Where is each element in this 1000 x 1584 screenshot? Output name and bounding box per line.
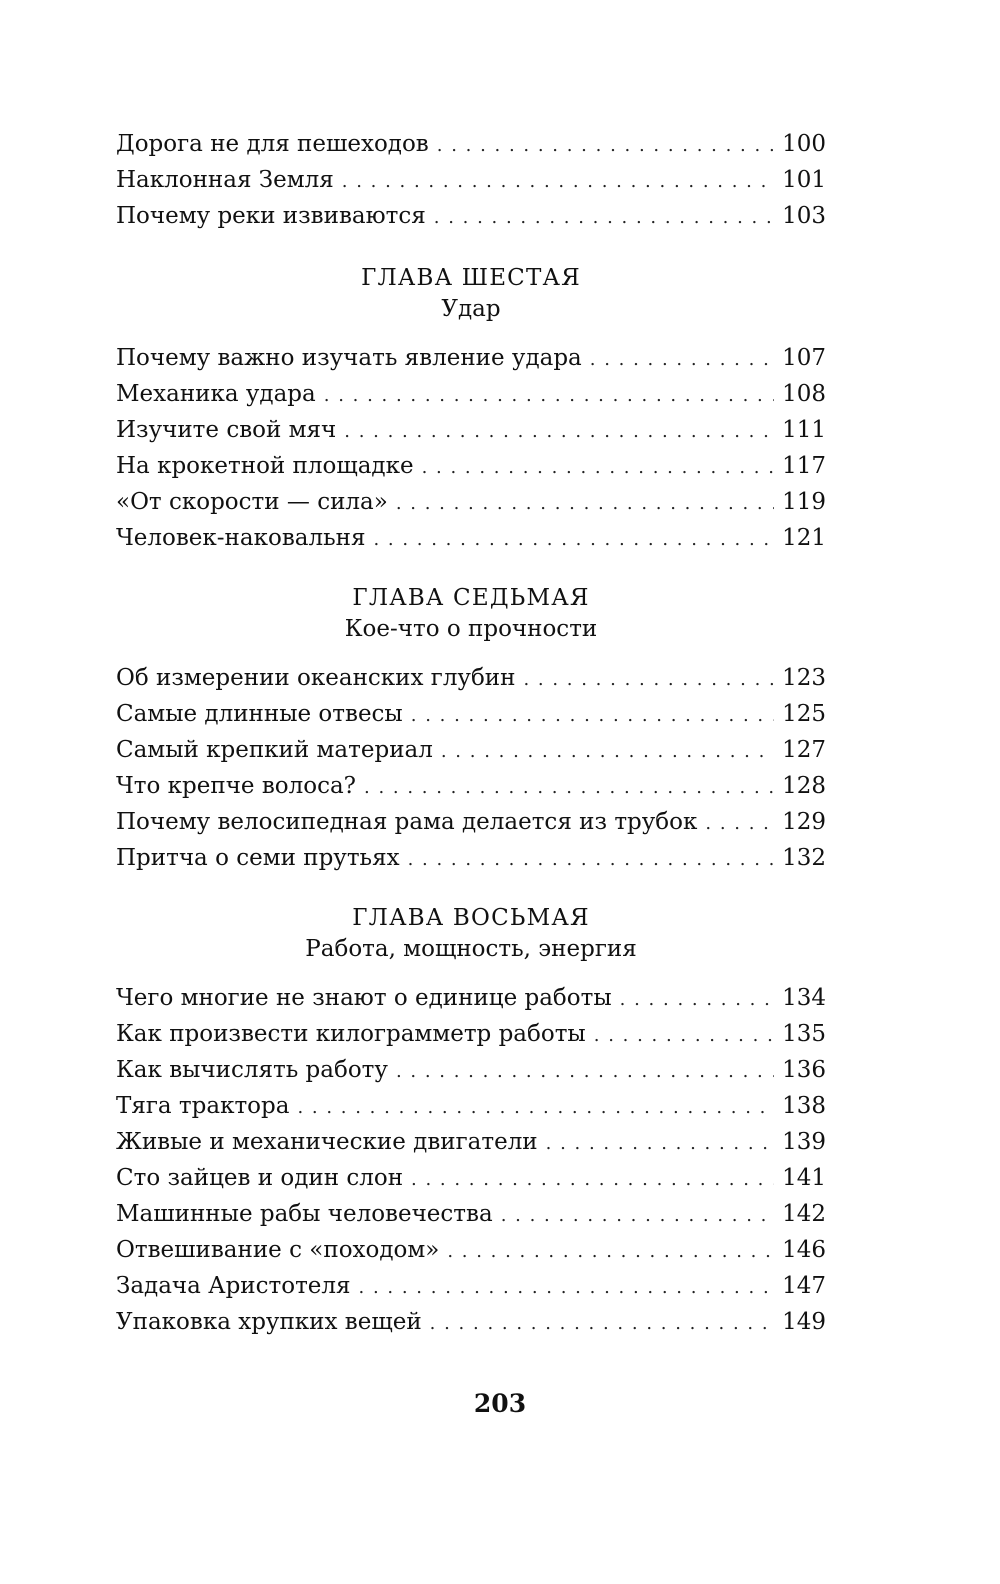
toc-entry-page: 101 xyxy=(782,167,826,193)
toc-entry xyxy=(116,1016,826,1052)
toc-entry-page: 125 xyxy=(782,701,826,727)
toc-entry-title: Чего многие не знают о единице работы xyxy=(116,985,612,1011)
toc-section-continued xyxy=(116,126,826,234)
dot-leader xyxy=(396,486,774,522)
chapter-subtitle: Удар xyxy=(441,296,501,322)
dot-leader xyxy=(590,342,774,378)
toc-entry xyxy=(116,696,826,732)
toc-entry-page: 138 xyxy=(782,1093,826,1119)
toc-entry-title: Живые и механические двигатели xyxy=(116,1129,538,1155)
toc-entry-title: Упаковка хрупких вещей xyxy=(116,1309,422,1335)
toc-entry-page: 119 xyxy=(782,489,826,515)
toc-entry-page: 103 xyxy=(782,203,826,229)
chapter-heading xyxy=(116,903,826,965)
toc-entry-title: Механика удара xyxy=(116,381,316,407)
toc-entry xyxy=(116,1052,826,1088)
toc-entry-page: 136 xyxy=(782,1057,826,1083)
toc-entry-title: Что крепче волоса? xyxy=(116,773,357,799)
dot-leader xyxy=(441,734,774,770)
toc-entry-page: 132 xyxy=(782,845,826,871)
toc-entry-page: 139 xyxy=(782,1129,826,1155)
toc-entry-title: Почему велосипедная рама делается из трубок xyxy=(116,809,698,835)
toc-entry-page: 111 xyxy=(782,417,826,443)
toc-entry-title: Об измерении океанских глубин xyxy=(116,665,516,691)
toc-entry-page: 127 xyxy=(782,737,826,763)
toc-entry-title: Изучите свой мяч xyxy=(116,417,337,443)
toc-entry-page: 108 xyxy=(782,381,826,407)
toc-entry-page: 117 xyxy=(782,453,826,479)
toc-chapter xyxy=(116,903,826,1340)
dot-leader xyxy=(594,1018,774,1054)
toc-entry-page: 121 xyxy=(782,525,826,551)
toc-entry xyxy=(116,376,826,412)
toc-entry xyxy=(116,520,826,556)
dot-leader xyxy=(344,414,774,450)
dot-leader xyxy=(359,1270,774,1306)
toc-entry-title: Самый крепкий материал xyxy=(116,737,433,763)
toc-entry-title: Задача Аристотеля xyxy=(116,1273,351,1299)
chapter-subtitle: Работа, мощность, энергия xyxy=(305,936,637,962)
toc-entry-page: 149 xyxy=(782,1309,826,1335)
toc-entry xyxy=(116,1268,826,1304)
toc-entry xyxy=(116,340,826,376)
toc-entry-title: Тяга трактора xyxy=(116,1093,290,1119)
toc-entry-page: 146 xyxy=(782,1237,826,1263)
dot-leader xyxy=(411,698,774,734)
dot-leader xyxy=(422,450,774,486)
toc-entry-page: 147 xyxy=(782,1273,826,1299)
dot-leader xyxy=(373,522,774,558)
chapter-heading xyxy=(116,583,826,645)
dot-leader xyxy=(364,770,774,806)
toc-chapter xyxy=(116,583,826,876)
toc-entry-title: Человек-наковальня xyxy=(116,525,366,551)
toc-entry-title: Притча о семи прутьях xyxy=(116,845,400,871)
table-of-contents xyxy=(116,126,826,1340)
chapter-label: ГЛАВА СЕДЬМАЯ xyxy=(352,585,590,611)
toc-entry-title: Как вычислять работу xyxy=(116,1057,388,1083)
toc-entry-title: Машинные рабы человечества xyxy=(116,1201,493,1227)
toc-entry-page: 107 xyxy=(782,345,826,371)
toc-entry xyxy=(116,1088,826,1124)
toc-entry-title: Наклонная Земля xyxy=(116,167,334,193)
dot-leader xyxy=(523,662,774,698)
toc-entry xyxy=(116,412,826,448)
toc-entry-page: 128 xyxy=(782,773,826,799)
chapter-heading xyxy=(116,263,826,325)
dot-leader xyxy=(705,806,774,842)
toc-entry xyxy=(116,484,826,520)
dot-leader xyxy=(411,1162,774,1198)
toc-entry-title: Самые длинные отвесы xyxy=(116,701,403,727)
toc-chapter xyxy=(116,263,826,556)
dot-leader xyxy=(408,842,774,878)
chapter-subtitle: Кое-что о прочности xyxy=(344,616,598,642)
toc-entry xyxy=(116,980,826,1016)
toc-entry-title: Как произвести килограмметр работы xyxy=(116,1021,586,1047)
toc-entry-title: Дорога не для пешеходов xyxy=(116,131,429,157)
page-number: 203 xyxy=(473,1389,527,1418)
toc-entry-page: 135 xyxy=(782,1021,826,1047)
toc-entry-title: Почему важно изучать явление удара xyxy=(116,345,582,371)
dot-leader xyxy=(447,1234,774,1270)
dot-leader xyxy=(546,1126,774,1162)
toc-entry xyxy=(116,1304,826,1340)
toc-entry-title: На крокетной площадке xyxy=(116,453,414,479)
dot-leader xyxy=(324,378,774,414)
dot-leader xyxy=(620,982,774,1018)
toc-entry-title: «От скорости — сила» xyxy=(116,489,388,515)
toc-entry-page: 142 xyxy=(782,1201,826,1227)
toc-entry-title: Отвешивание с «походом» xyxy=(116,1237,440,1263)
dot-leader xyxy=(434,200,774,236)
toc-entry-page: 134 xyxy=(782,985,826,1011)
toc-entry-page: 100 xyxy=(782,131,826,157)
dot-leader xyxy=(430,1306,774,1342)
toc-entry xyxy=(116,448,826,484)
toc-entry-page: 141 xyxy=(782,1165,826,1191)
chapter-label: ГЛАВА ВОСЬМАЯ xyxy=(352,905,590,931)
toc-entry xyxy=(116,162,826,198)
chapter-label: ГЛАВА ШЕСТАЯ xyxy=(361,265,581,291)
dot-leader xyxy=(501,1198,774,1234)
toc-entry xyxy=(116,1124,826,1160)
toc-entry-title: Сто зайцев и один слон xyxy=(116,1165,404,1191)
toc-entry xyxy=(116,660,826,696)
toc-entry xyxy=(116,840,826,876)
toc-entry xyxy=(116,198,826,234)
dot-leader xyxy=(396,1054,774,1090)
toc-entry-title: Почему реки извиваются xyxy=(116,203,426,229)
toc-entry xyxy=(116,732,826,768)
toc-entry xyxy=(116,1160,826,1196)
toc-entry-page: 123 xyxy=(782,665,826,691)
dot-leader xyxy=(342,164,774,200)
toc-entry xyxy=(116,126,826,162)
toc-entry xyxy=(116,1232,826,1268)
toc-entry xyxy=(116,804,826,840)
toc-entry xyxy=(116,1196,826,1232)
toc-entry-page: 129 xyxy=(782,809,826,835)
dot-leader xyxy=(437,128,774,164)
toc-entry xyxy=(116,768,826,804)
dot-leader xyxy=(297,1090,774,1126)
